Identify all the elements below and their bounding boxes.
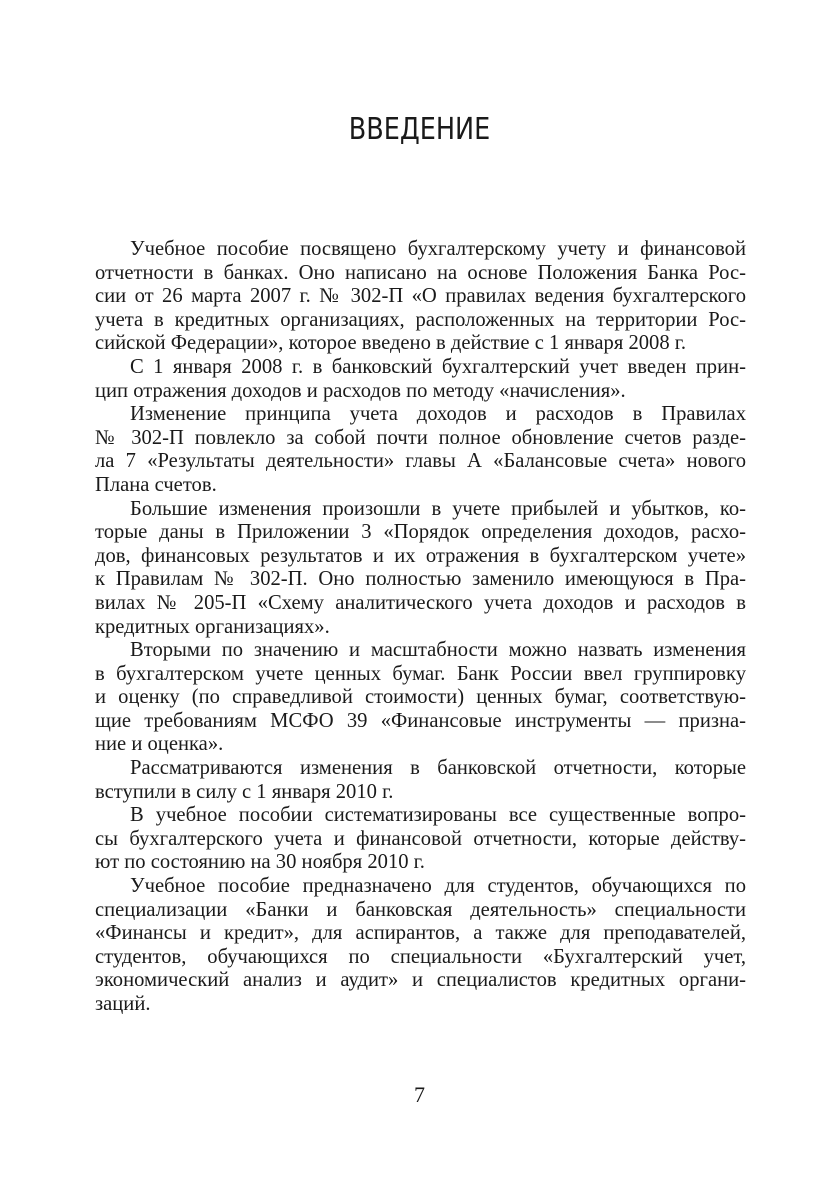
paragraph (95, 238, 746, 356)
text-line: ние и оценка». (95, 733, 224, 756)
text-line: учета в кредитных организациях, расположенных на территории Рос- (95, 308, 746, 331)
text-line: в бухгалтерском учете ценных бумаг. Банк России ввел группировку (95, 662, 746, 685)
text-line: специализации «Банки и банковская деятельность» специальности (95, 898, 746, 921)
paragraph (95, 356, 746, 403)
text-line: к Правилам № 302-П. Оно полностью заменило имеющуюся в Пра- (95, 568, 746, 591)
text-line: щие требованиям МСФО 39 «Финансовые инструменты — призна- (95, 709, 746, 732)
text-line: отчетности в банках. Оно написано на основе Положения Банка Рос- (95, 261, 746, 284)
text-line: экономический анализ и аудит» и специалистов кредитных органи- (95, 969, 746, 992)
text-line: цип отражения доходов и расходов по методу «начисления». (95, 379, 626, 402)
page-number: 7 (414, 1082, 425, 1107)
text-line: Вторыми по значению и масштабности можно назвать изменения (130, 639, 746, 662)
text-line: вступили в силу с 1 января 2010 г. (95, 780, 394, 803)
text-line: сийской Федерации», которое введено в действие с 1 января 2008 г. (95, 332, 687, 355)
text-line: вилах № 205-П «Схему аналитического учета доходов и расходов в (95, 591, 746, 614)
text-line: № 302-П повлекло за собой почти полное обновление счетов разде- (95, 426, 746, 449)
page-title: ВВЕДЕНИЕ (348, 112, 491, 147)
text-line: Большие изменения произошли в учете прибылей и убытков, ко- (130, 497, 746, 520)
text-line: кредитных организациях». (95, 615, 330, 638)
text-line: и оценку (по справедливой стоимости) ценных бумаг, соответствую- (95, 686, 746, 709)
paragraph (95, 757, 746, 804)
text-line: дов, финансовых результатов и их отражения в бухгалтерском учете» (95, 544, 746, 567)
paragraph (95, 875, 746, 1017)
paragraph (95, 804, 746, 875)
text-line: сы бухгалтерского учета и финансовой отчетности, которые действу- (95, 827, 746, 850)
text-line: «Финансы и кредит», для аспирантов, а также для преподавателей, (95, 922, 746, 945)
text-line: заций. (95, 993, 151, 1015)
text-line: сии от 26 марта 2007 г. № 302-П «О правилах ведения бухгалтерского (95, 285, 746, 308)
text-line: Учебное пособие посвящено бухгалтерскому учету и финансовой (130, 238, 746, 260)
text-line: торые даны в Приложении 3 «Порядок определения доходов, расхо- (95, 521, 746, 544)
text-line: Плана счетов. (95, 473, 217, 496)
text-line: ют по состоянию на 30 ноября 2010 г. (95, 851, 425, 874)
text-line: В учебное пособии систематизированы все существенные вопро- (130, 804, 746, 827)
text-line: Изменение принципа учета доходов и расходов в Правилах (130, 403, 746, 426)
text-line: ла 7 «Результаты деятельности» главы А «Балансовые счета» нового (95, 450, 746, 473)
paragraph (95, 403, 746, 497)
body-text (95, 238, 746, 1017)
paragraph (95, 639, 746, 757)
text-line: Рассматриваются изменения в банковской отчетности, которые (130, 757, 746, 780)
text-line: С 1 января 2008 г. в банковский бухгалтерский учет введен прин- (130, 355, 746, 378)
text-line: студентов, обучающихся по специальности «Бухгалтерский учет, (95, 945, 746, 968)
text-line: Учебное пособие предназначено для студентов, обучающихся по (130, 875, 746, 898)
paragraph (95, 498, 746, 640)
